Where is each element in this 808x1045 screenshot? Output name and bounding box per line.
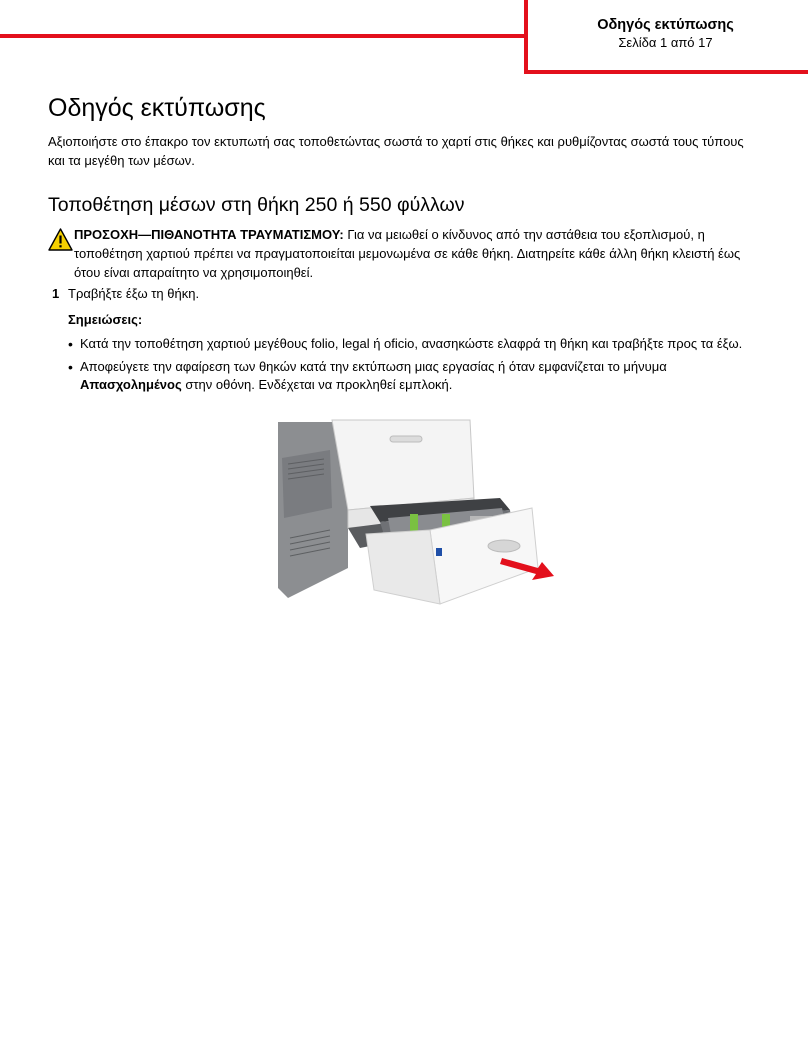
notes-list xyxy=(68,335,768,399)
list-item xyxy=(68,335,768,353)
step-number: 1 xyxy=(52,286,60,301)
warning-triangle-icon xyxy=(48,228,73,251)
notes-heading: Σημειώσεις: xyxy=(68,312,143,327)
caution-label: ΠΡΟΣΟΧΗ—ΠΙΘΑΝΟΤΗΤΑ ΤΡΑΥΜΑΤΙΣΜΟΥ: xyxy=(74,227,344,242)
header-title: Οδηγός εκτύπωσης xyxy=(597,17,734,33)
busy-message: Απασχολημένος xyxy=(80,377,182,392)
step-1 xyxy=(52,284,199,303)
document-title: Οδηγός εκτύπωσης xyxy=(48,94,266,122)
section-heading: Τοποθέτηση μέσων στη θήκη 250 ή 550 φύλλων xyxy=(48,194,465,216)
note-1-text: Κατά την τοποθέτηση χαρτιού μεγέθους folio, legal ή oficio, ανασηκώστε ελαφρά τη θήκη και τραβήξτε προς τα έξω. xyxy=(80,336,743,351)
list-item xyxy=(68,358,768,394)
intro-paragraph: Αξιοποιήστε στο έπακρο τον εκτυπωτή σας τοποθετώντας σωστά το χαρτί στις θήκες και ρυθμίζοντας σωστά τους τύπους και τα μεγέθη των μέσων. xyxy=(48,134,744,168)
caution-body: Για να μειωθεί ο κίνδυνος από την αστάθεια του εξοπλισμού, η τοποθέτηση χαρτιού πρέπει να πραγματοποιείται μεμονωμένα σε κάθε θήκη. Διατηρείτε κάθε άλλη θήκη κλειστή έως ότου είναι απαραίτητο να χρησιμοποιηθεί. xyxy=(74,227,741,280)
running-header xyxy=(528,16,803,52)
note-2-text-start: Αποφεύγετε την αφαίρεση των θηκών κατά την εκτύπωση μιας εργασίας ή όταν εμφανίζεται το μήνυμα xyxy=(80,359,667,374)
page-number: Σελίδα 1 από 17 xyxy=(618,35,713,50)
note-2-text-end: στην οθόνη. Ενδέχεται να προκληθεί εμπλοκή. xyxy=(181,377,453,392)
header-box-bottom xyxy=(524,70,808,74)
caution-block xyxy=(48,225,764,282)
step-text: Τραβήξτε έξω τη θήκη. xyxy=(68,286,200,301)
header-rule xyxy=(0,34,527,38)
tray-illustration xyxy=(270,418,560,618)
caution-text xyxy=(74,225,764,282)
